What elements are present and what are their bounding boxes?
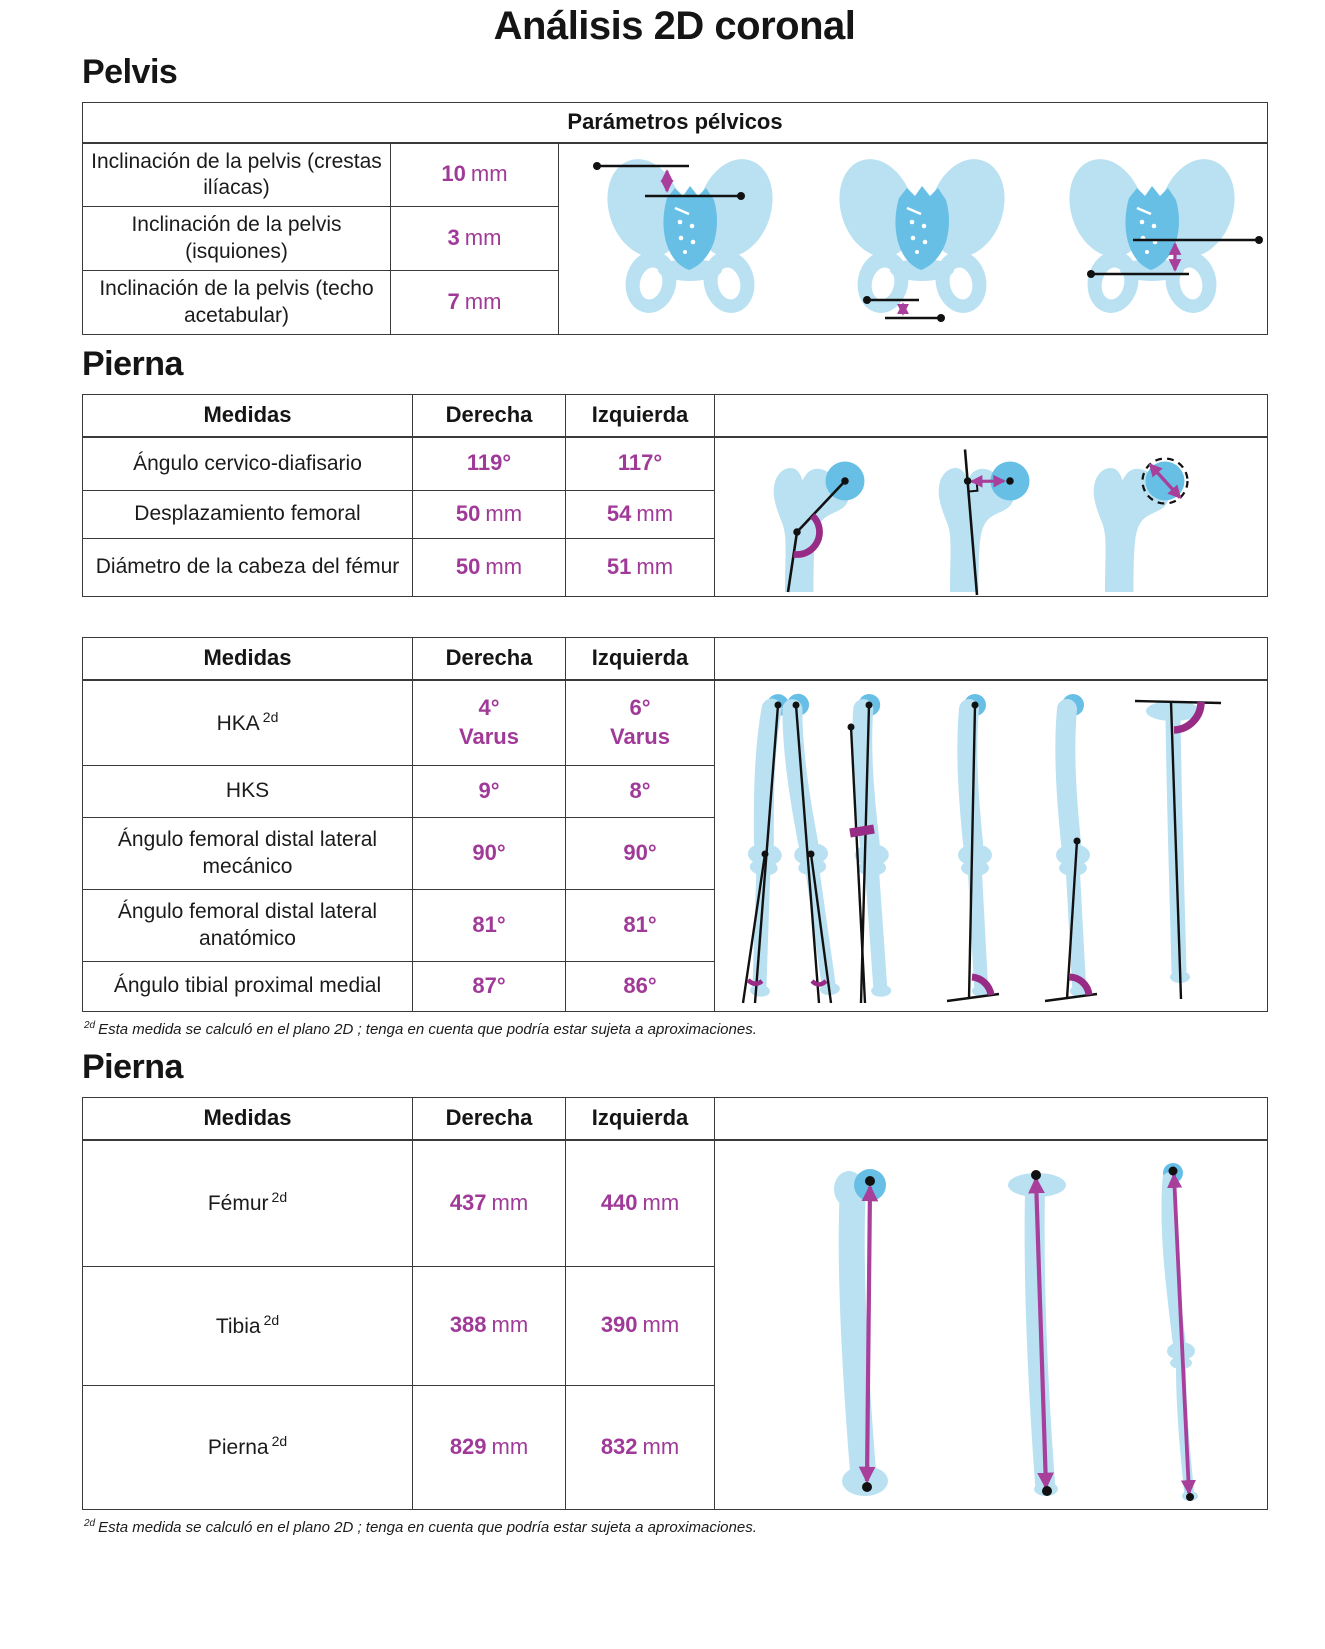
- measure-label-text: HKA: [216, 711, 260, 735]
- value-cell-right: [413, 491, 566, 539]
- femur-illustration-cell: [715, 437, 1268, 597]
- column-header-measures: Medidas: [83, 395, 413, 437]
- value-unit: mm: [464, 289, 502, 315]
- value-number: 119°: [466, 450, 512, 476]
- measure-label: [83, 890, 413, 962]
- value-unit: mm: [491, 1433, 529, 1459]
- value-cell-left: [566, 890, 715, 962]
- value-number: 117°: [617, 450, 663, 476]
- value-number: 54: [606, 501, 632, 527]
- page-title: Análisis 2D coronal: [493, 4, 856, 48]
- value-number: 388: [449, 1312, 487, 1338]
- measure-label-sup: 2d: [271, 1188, 288, 1205]
- leg-axes-illustration: [715, 681, 1266, 1011]
- measure-label-text: Tibia: [215, 1314, 261, 1338]
- value-number: 390: [600, 1312, 638, 1338]
- table-row: [83, 680, 1268, 766]
- pelvis-figure-acetabular-roof: [1057, 149, 1263, 313]
- value-cell-right: [413, 539, 566, 597]
- figure-femoral-offset: [939, 449, 1030, 595]
- value-number: 81°: [472, 912, 506, 938]
- leg-axes-table: [82, 637, 1268, 1012]
- value-unit: mm: [485, 501, 523, 527]
- value-cell-left: [566, 1140, 715, 1267]
- column-header-left: Izquierda: [566, 1098, 715, 1140]
- value-number: 90°: [472, 840, 506, 866]
- figure-hka-both-legs: [736, 692, 841, 1003]
- pelvis-illustration: [559, 144, 1266, 334]
- value-cell-right: [413, 962, 566, 1012]
- column-header-measures: Medidas: [83, 638, 413, 680]
- value-cell: [391, 271, 559, 335]
- value-unit: mm: [464, 225, 502, 251]
- header-spacer-cell: [715, 395, 1268, 437]
- figure-mechanical-ldfa: [947, 694, 999, 1001]
- value-number: 50: [455, 501, 481, 527]
- column-header-measures: Medidas: [83, 1098, 413, 1140]
- value-cell-left: [566, 962, 715, 1012]
- measure-label-text: Pierna: [207, 1436, 269, 1460]
- value-cell-right: [413, 437, 566, 491]
- column-header-right: Derecha: [413, 638, 566, 680]
- measure-label: Inclinación de la pelvis (techo acetabular): [83, 271, 391, 335]
- header-row: [83, 1098, 1268, 1140]
- section-heading-leg-1: Pierna: [82, 345, 183, 383]
- table-row: [83, 437, 1268, 491]
- pelvis-table-title: Parámetros pélvicos: [83, 103, 1268, 143]
- figure-anatomical-ldfa: [1045, 694, 1097, 1001]
- column-header-left: Izquierda: [566, 395, 715, 437]
- leg-lengths-illustration: [715, 1141, 1266, 1509]
- measure-label-text: Fémur: [207, 1191, 269, 1215]
- value-cell-right: [413, 1385, 566, 1509]
- measure-label: Ángulo cervico-diafisario: [83, 437, 413, 491]
- footnote-2d-lengths: [84, 1518, 1267, 1536]
- measure-label: [83, 766, 413, 818]
- section-heading-pelvis: Pelvis: [82, 53, 178, 91]
- value-number: 3: [447, 225, 460, 251]
- figure-tibia-length: [1008, 1170, 1066, 1496]
- value-unit: mm: [636, 554, 674, 580]
- figure-hks-leg: [848, 693, 892, 1002]
- table-row: [83, 1140, 1268, 1267]
- value-cell-right: [413, 1140, 566, 1267]
- measure-label: Inclinación de la pelvis (crestas ilíacas): [83, 143, 391, 207]
- proximal-femur-illustration: [715, 438, 1266, 596]
- leg-upper-table: [82, 394, 1268, 597]
- value-number: 829: [449, 1433, 487, 1459]
- footnote-2d-axes: [84, 1020, 1267, 1038]
- value-cell-right: [413, 1266, 566, 1385]
- value-number: 87°: [472, 973, 506, 999]
- measure-label-sup: 2d: [271, 1433, 288, 1450]
- measure-label: Inclinación de la pelvis (isquiones): [83, 207, 391, 271]
- header-spacer-cell: [715, 1098, 1268, 1140]
- value-cell-left: [566, 766, 715, 818]
- value-number: 9°: [478, 778, 500, 804]
- measure-label-text: Ángulo femoral distal lateral anatómico: [117, 900, 378, 950]
- pelvis-figure-iliac-crests: [593, 149, 785, 313]
- pelvis-table-title-row: [83, 103, 1268, 143]
- pelvis-table: [82, 102, 1268, 335]
- value-number: 832: [600, 1433, 638, 1459]
- header-row: [83, 638, 1268, 680]
- header-row: [83, 395, 1268, 437]
- value-number: 90°: [623, 840, 657, 866]
- value-cell: [391, 207, 559, 271]
- leg-axes-illustration-cell: [715, 680, 1268, 1012]
- value-cell-left: [566, 680, 715, 766]
- measure-label-text: HKS: [225, 779, 270, 803]
- leg-lengths-illustration-cell: [715, 1140, 1268, 1510]
- value-unit: mm: [491, 1312, 529, 1338]
- measure-label: [83, 680, 413, 766]
- measure-label: [83, 962, 413, 1012]
- value-unit: mm: [636, 501, 674, 527]
- pelvis-figure-ischium: [827, 149, 1016, 322]
- value-cell-left: [566, 539, 715, 597]
- value-cell-right: [413, 766, 566, 818]
- column-header-right: Derecha: [413, 395, 566, 437]
- value-cell-left: [566, 491, 715, 539]
- measure-label: Desplazamiento femoral: [83, 491, 413, 539]
- measure-label-sup: 2d: [263, 1311, 280, 1328]
- value-cell: [391, 143, 559, 207]
- figure-femur-length: [834, 1169, 888, 1496]
- value-cell-left: [566, 437, 715, 491]
- measure-label: Diámetro de la cabeza del fémur: [83, 539, 413, 597]
- value-cell-right: [413, 818, 566, 890]
- measure-label: [83, 1385, 413, 1509]
- measure-label: [83, 818, 413, 890]
- value-unit: mm: [642, 1433, 680, 1459]
- figure-neck-shaft-angle: [774, 461, 865, 592]
- value-number: 437: [449, 1189, 487, 1215]
- figure-leg-length: [1163, 1163, 1198, 1501]
- footnote-sup: 2d: [84, 1020, 96, 1031]
- value-unit: mm: [485, 554, 523, 580]
- table-row: [83, 143, 1268, 207]
- value-number: 50: [455, 554, 481, 580]
- pelvis-illustration-cell: [559, 143, 1268, 335]
- value-number: 4°: [478, 695, 500, 721]
- footnote-sup: 2d: [84, 1517, 96, 1529]
- figure-mpta-tibia: [1135, 701, 1221, 999]
- measure-label-sup: 2d: [262, 708, 279, 725]
- value-number: 7: [447, 289, 460, 315]
- value-number: 86°: [623, 973, 657, 999]
- section-heading-leg-2: Pierna: [82, 1048, 183, 1086]
- measure-label: [83, 1140, 413, 1267]
- value-unit: mm: [470, 161, 508, 187]
- value-number: 51: [606, 554, 632, 580]
- value-number: 440: [600, 1189, 638, 1215]
- measure-label-text: Ángulo femoral distal lateral mecánico: [117, 828, 378, 878]
- footnote-text: Esta medida se calculó en el plano 2D ; tenga en cuenta que podría estar sujeta a aproximaciones.: [98, 1518, 757, 1536]
- value-unit: mm: [491, 1189, 529, 1215]
- figure-head-diameter: [1094, 458, 1188, 592]
- value-number: 6°: [629, 695, 651, 721]
- footnote-text: Esta medida se calculó en el plano 2D ; tenga en cuenta que podría estar sujeta a aproximaciones.: [98, 1021, 757, 1038]
- value-cell-right: [413, 680, 566, 766]
- column-header-left: Izquierda: [566, 638, 715, 680]
- value-qualifier: Varus: [459, 723, 519, 749]
- value-cell-left: [566, 1385, 715, 1509]
- value-unit: mm: [642, 1312, 680, 1338]
- measure-label-text: Ángulo tibial proximal medial: [113, 974, 382, 998]
- value-unit: mm: [642, 1189, 680, 1215]
- value-cell-left: [566, 1266, 715, 1385]
- leg-lengths-table: [82, 1097, 1268, 1510]
- value-cell-left: [566, 818, 715, 890]
- value-number: 10: [441, 161, 466, 187]
- value-number: 81°: [623, 912, 657, 938]
- measure-label: [83, 1266, 413, 1385]
- value-number: 8°: [629, 778, 651, 804]
- value-cell-right: [413, 890, 566, 962]
- column-header-right: Derecha: [413, 1098, 566, 1140]
- value-qualifier: Varus: [610, 723, 670, 749]
- header-spacer-cell: [715, 638, 1268, 680]
